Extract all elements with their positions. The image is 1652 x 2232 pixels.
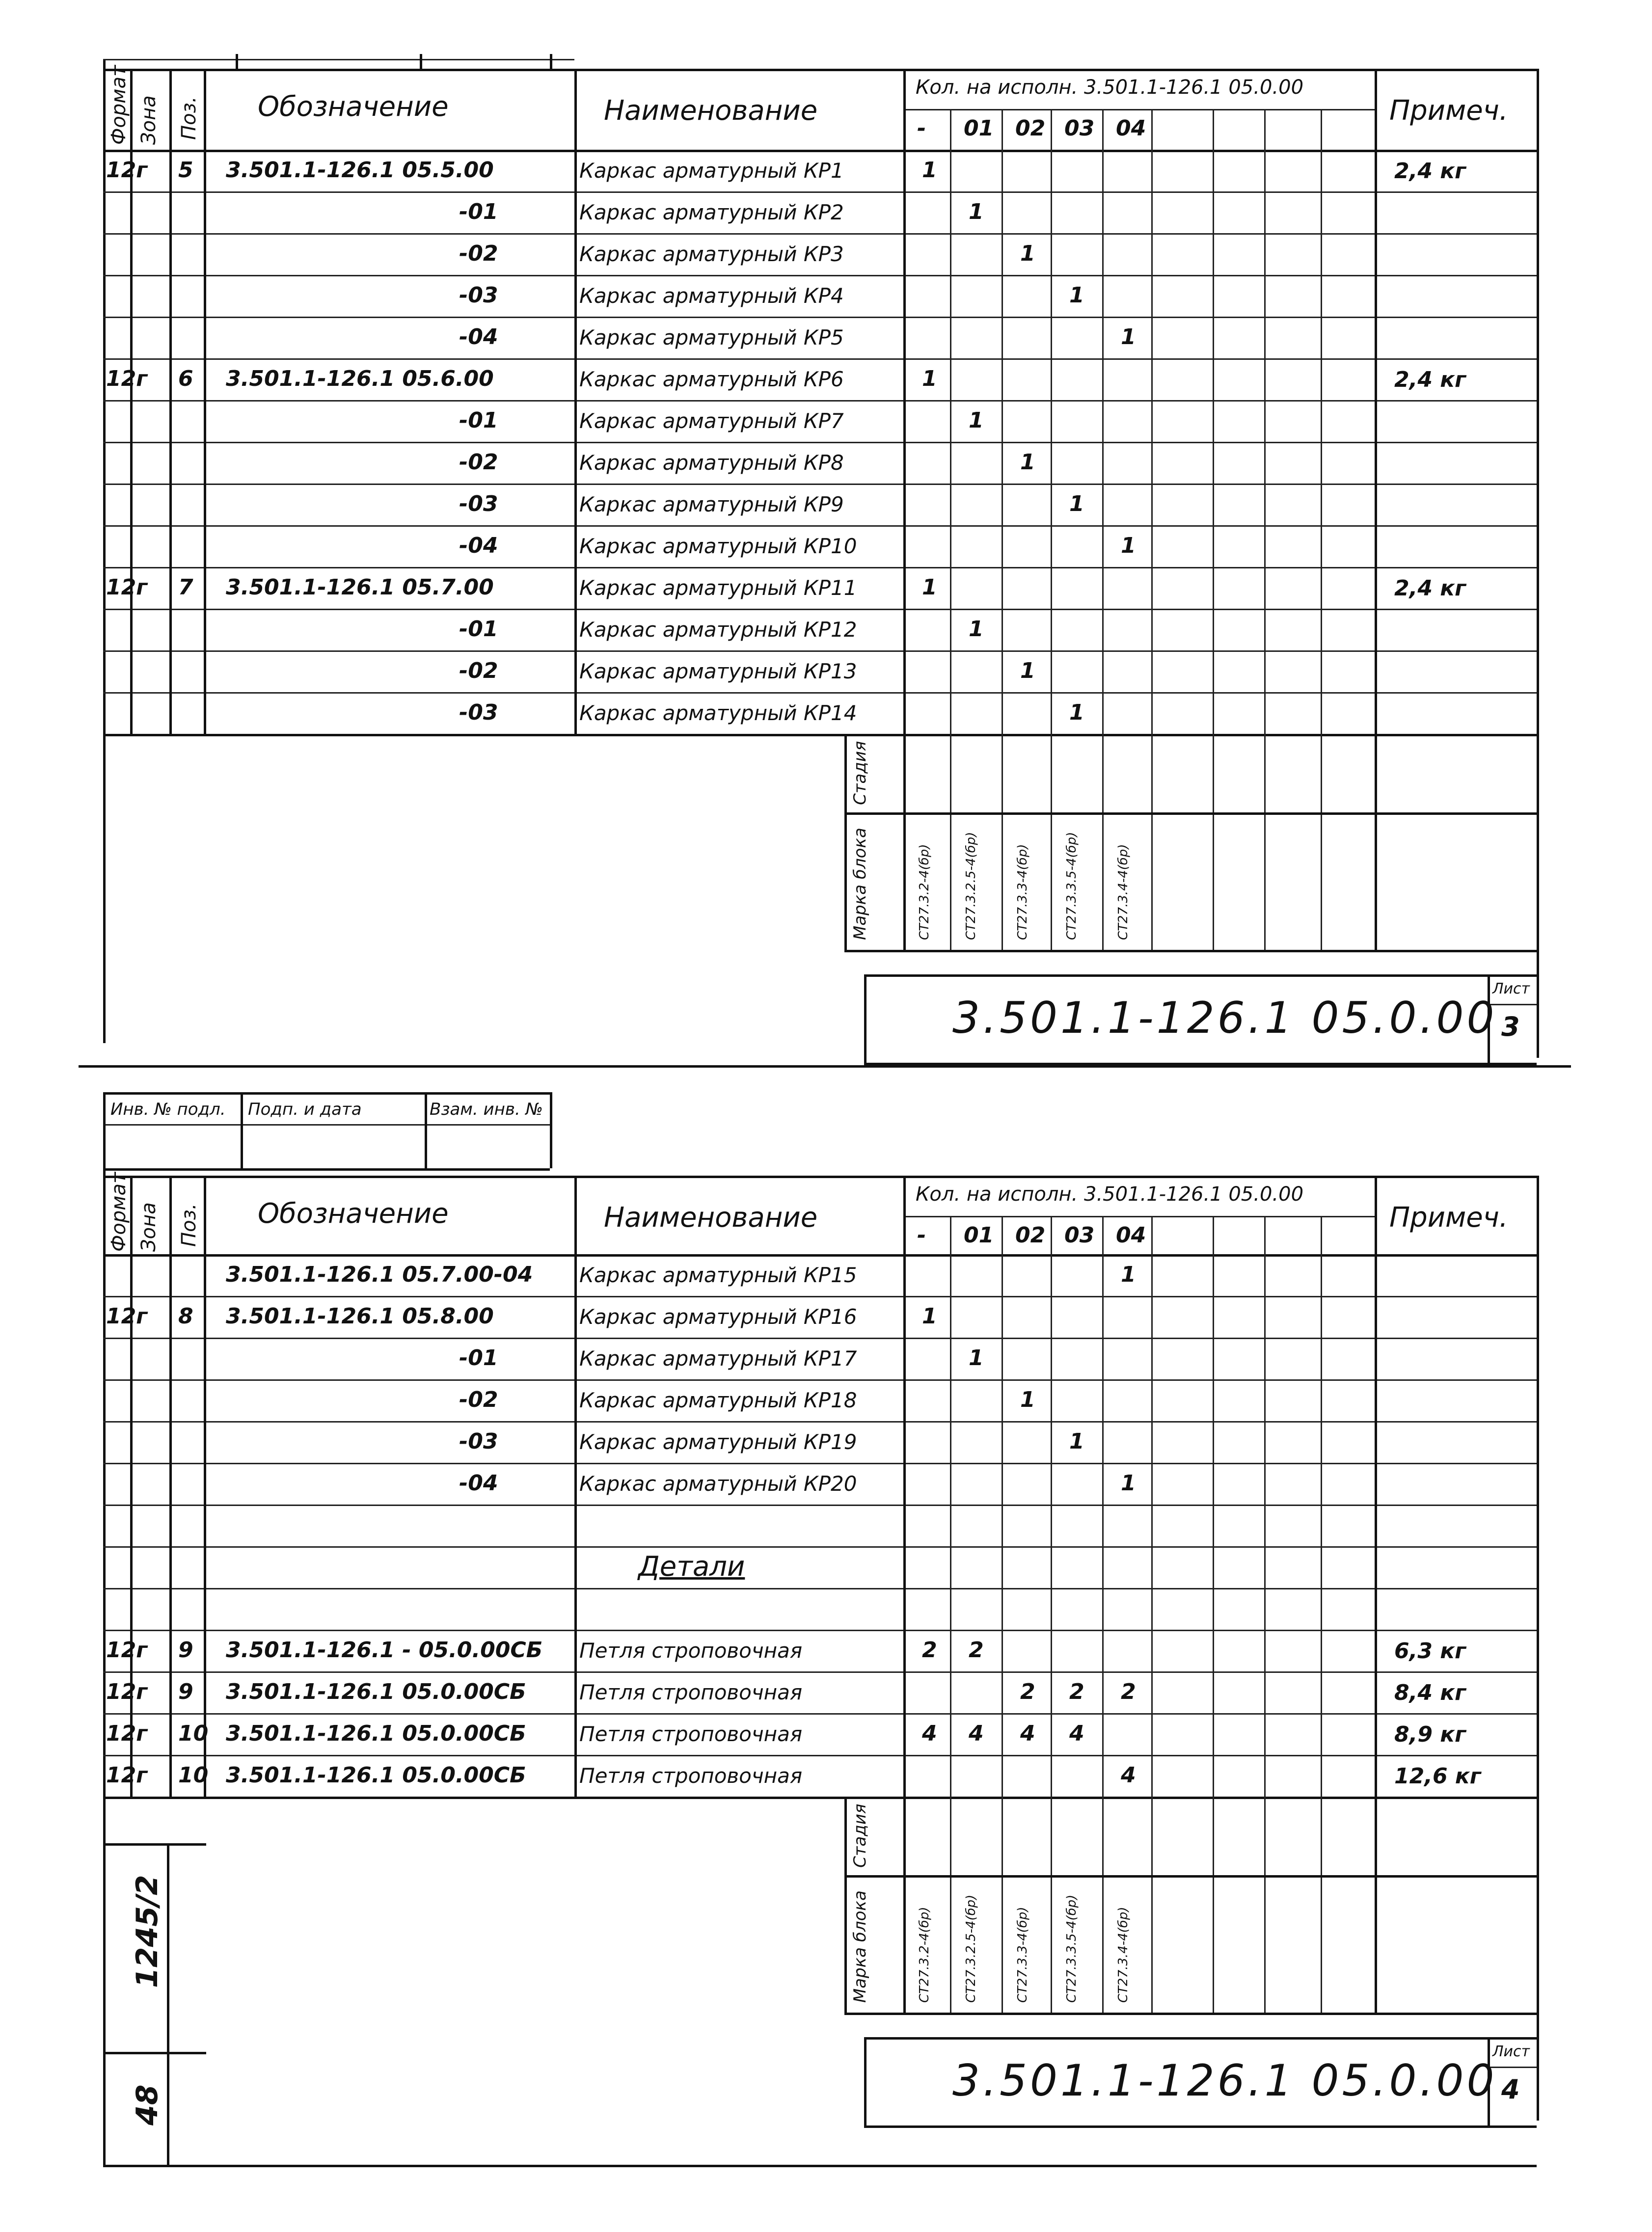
row-name: Каркас арматурный КР11 bbox=[579, 576, 857, 600]
section-title: Детали bbox=[638, 1551, 745, 1583]
block-mark-label: Марка блока bbox=[850, 828, 870, 940]
block-mark: СТ27.3.3-4(бр) bbox=[1015, 844, 1030, 940]
stamp-top bbox=[103, 1092, 550, 1095]
row-qty: 1 bbox=[1020, 241, 1035, 266]
qty-column-line bbox=[1151, 109, 1153, 950]
row-designation: -01 bbox=[459, 408, 498, 433]
title-block-top bbox=[864, 974, 1537, 977]
row-name: Каркас арматурный КР18 bbox=[579, 1388, 857, 1412]
row-position: 6 bbox=[178, 366, 193, 391]
table-top-border bbox=[103, 1176, 1537, 1178]
row-name: Петля строповочная bbox=[579, 1639, 803, 1663]
row-name: Каркас арматурный КР17 bbox=[579, 1346, 857, 1371]
row-designation: -04 bbox=[459, 533, 498, 558]
block-marks-bottom bbox=[844, 2013, 1537, 2015]
row-designation: -03 bbox=[459, 700, 498, 725]
column-line bbox=[169, 1176, 172, 1797]
row-designation: -02 bbox=[459, 450, 498, 475]
row-name: Каркас арматурный КР6 bbox=[579, 367, 844, 391]
row-format: 12г bbox=[106, 1679, 148, 1704]
qty-header-divider bbox=[903, 109, 1375, 110]
row-name: Петля строповочная bbox=[579, 1722, 803, 1746]
row-qty: 1 bbox=[1121, 533, 1136, 558]
stamp-mid bbox=[103, 1124, 550, 1126]
qty-column-line bbox=[1264, 109, 1266, 950]
qty-column-line bbox=[903, 1176, 906, 2013]
column-line bbox=[204, 1176, 206, 1797]
row-qty: 4 bbox=[922, 1721, 937, 1746]
stage-label: Стадия bbox=[850, 741, 870, 805]
qty-column-line bbox=[1002, 1216, 1003, 2013]
title-block-top bbox=[864, 2037, 1537, 2040]
row-note: 2,4 кг bbox=[1394, 367, 1466, 392]
block-mark-label: Марка блока bbox=[850, 1890, 870, 2003]
block-marks-bottom bbox=[844, 950, 1537, 952]
qty-column-line bbox=[903, 69, 906, 950]
row-name: Каркас арматурный КР12 bbox=[579, 618, 857, 642]
row-name: Каркас арматурный КР7 bbox=[579, 409, 844, 433]
table-top-border bbox=[103, 69, 1537, 71]
row-designation: -02 bbox=[459, 658, 498, 683]
top-tick bbox=[420, 54, 422, 69]
block-mark: СТ27.3.4-4(бр) bbox=[1116, 844, 1131, 940]
row-position: 5 bbox=[178, 158, 193, 183]
qty-column-line bbox=[1321, 1216, 1322, 2013]
header-variant: 03 bbox=[1064, 1223, 1095, 1248]
row-format: 12г bbox=[106, 1763, 148, 1788]
notes-column-line bbox=[1375, 1176, 1377, 2013]
header-variant: 04 bbox=[1116, 116, 1146, 141]
title-block-bottom bbox=[864, 2125, 1537, 2128]
row-designation: -03 bbox=[459, 1429, 498, 1454]
row-qty: 1 bbox=[1121, 1471, 1136, 1496]
side-stamp-top bbox=[103, 1843, 206, 1846]
row-designation: -04 bbox=[459, 1471, 498, 1496]
qty-column-line bbox=[950, 109, 951, 950]
row-name: Каркас арматурный КР13 bbox=[579, 659, 857, 683]
header-variant: - bbox=[917, 1223, 926, 1248]
stamp-sign-date: Подп. и дата bbox=[248, 1100, 362, 1119]
sheet-number: 3 bbox=[1501, 1011, 1520, 1042]
document-number: 3.501.1-126.1 05.0.00 bbox=[952, 2055, 1497, 2106]
stage-row-line bbox=[844, 812, 1537, 815]
side-page: 48 bbox=[130, 2084, 164, 2125]
row-qty: 1 bbox=[1020, 658, 1035, 683]
row-designation: -04 bbox=[459, 324, 498, 350]
right-border bbox=[1537, 69, 1539, 1058]
row-format: 12г bbox=[106, 366, 148, 391]
row-name: Каркас арматурный КР14 bbox=[579, 701, 857, 725]
header-pos: Поз. bbox=[178, 1203, 200, 1247]
header-variant: 02 bbox=[1015, 1223, 1046, 1248]
stamp-left-line bbox=[844, 1797, 847, 2013]
header-name: Наименование bbox=[604, 95, 818, 127]
qty-column-line bbox=[1213, 109, 1214, 950]
row-qty: 1 bbox=[1121, 1262, 1136, 1287]
row-qty: 1 bbox=[1069, 700, 1084, 725]
row-format: 12г bbox=[106, 1721, 148, 1746]
row-position: 10 bbox=[178, 1721, 209, 1746]
row-designation: 3.501.1-126.1 05.0.00СБ bbox=[226, 1763, 526, 1788]
row-qty: 1 bbox=[969, 617, 984, 642]
row-name: Каркас арматурный КР4 bbox=[579, 284, 844, 308]
qty-column-line bbox=[1051, 1216, 1052, 2013]
header-designation: Обозначение bbox=[258, 91, 449, 123]
header-variant: 01 bbox=[964, 1223, 994, 1248]
title-block-left bbox=[864, 2037, 867, 2125]
block-mark: СТ27.3.2.5-4(бр) bbox=[964, 832, 978, 940]
stamp-divider bbox=[103, 1092, 106, 1168]
column-line bbox=[574, 1176, 577, 1797]
stamp-bottom bbox=[103, 1168, 550, 1171]
row-designation: 3.501.1-126.1 05.5.00 bbox=[226, 158, 494, 183]
row-qty: 2 bbox=[1069, 1679, 1084, 1704]
row-qty: 1 bbox=[1121, 324, 1136, 350]
row-format: 12г bbox=[106, 1304, 148, 1329]
stamp-replace-inv: Взам. инв. № bbox=[430, 1100, 543, 1119]
row-name: Петля строповочная bbox=[579, 1764, 803, 1788]
top-ticks-line bbox=[103, 59, 574, 60]
row-position: 7 bbox=[178, 575, 193, 600]
row-designation: -01 bbox=[459, 199, 498, 224]
header-variant: 02 bbox=[1015, 116, 1046, 141]
row-name: Каркас арматурный КР19 bbox=[579, 1430, 857, 1454]
block-mark: СТ27.3.3.5-4(бр) bbox=[1064, 1894, 1079, 2003]
row-qty: 1 bbox=[922, 158, 937, 183]
row-note: 8,4 кг bbox=[1394, 1680, 1466, 1705]
row-designation: 3.501.1-126.1 05.7.00 bbox=[226, 575, 494, 600]
row-name: Каркас арматурный КР10 bbox=[579, 534, 857, 558]
row-qty: 2 bbox=[922, 1638, 937, 1663]
row-position: 8 bbox=[178, 1304, 193, 1329]
top-tick bbox=[236, 54, 238, 69]
row-note: 2,4 кг bbox=[1394, 159, 1466, 184]
row-note: 8,9 кг bbox=[1394, 1722, 1466, 1747]
row-qty: 1 bbox=[969, 1345, 984, 1371]
header-notes: Примеч. bbox=[1389, 1202, 1508, 1234]
row-note: 6,3 кг bbox=[1394, 1639, 1466, 1664]
row-name: Каркас арматурный КР16 bbox=[579, 1305, 857, 1329]
row-qty: 1 bbox=[969, 408, 984, 433]
row-name: Каркас арматурный КР8 bbox=[579, 451, 844, 475]
row-designation: -03 bbox=[459, 283, 498, 308]
row-qty: 1 bbox=[922, 1304, 937, 1329]
row-designation: 3.501.1-126.1 05.7.00-04 bbox=[226, 1262, 533, 1287]
row-designation: -03 bbox=[459, 491, 498, 516]
header-variant: 03 bbox=[1064, 116, 1095, 141]
row-qty: 1 bbox=[1069, 491, 1084, 516]
row-qty: 1 bbox=[969, 199, 984, 224]
notes-column-line bbox=[1375, 69, 1377, 950]
block-mark: СТ27.3.2-4(бр) bbox=[917, 844, 932, 940]
stamp-divider bbox=[241, 1092, 243, 1168]
row-qty: 1 bbox=[922, 575, 937, 600]
row-name: Каркас арматурный КР5 bbox=[579, 325, 844, 350]
row-name: Каркас арматурный КР1 bbox=[579, 159, 844, 183]
row-qty: 2 bbox=[1020, 1679, 1035, 1704]
sheet-number: 4 bbox=[1501, 2074, 1520, 2105]
row-designation: 3.501.1-126.1 05.0.00СБ bbox=[226, 1721, 526, 1746]
row-designation: -01 bbox=[459, 1345, 498, 1371]
qty-column-line bbox=[1102, 109, 1104, 950]
side-stamp-divider bbox=[167, 1843, 169, 2165]
qty-column-line bbox=[1102, 1216, 1104, 2013]
column-line bbox=[204, 69, 206, 734]
row-qty: 1 bbox=[1069, 1429, 1084, 1454]
header-qty: Кол. на исполн. 3.501.1-126.1 05.0.00 bbox=[916, 76, 1304, 99]
stamp-divider bbox=[425, 1092, 427, 1168]
row-designation: 3.501.1-126.1 - 05.0.00СБ bbox=[226, 1638, 543, 1663]
row-qty: 2 bbox=[969, 1638, 984, 1663]
row-designation: -02 bbox=[459, 1387, 498, 1412]
block-mark: СТ27.3.2-4(бр) bbox=[917, 1907, 932, 2003]
header-variant: 01 bbox=[964, 116, 994, 141]
row-qty: 1 bbox=[922, 366, 937, 391]
row-name: Каркас арматурный КР15 bbox=[579, 1263, 857, 1287]
row-name: Петля строповочная bbox=[579, 1680, 803, 1704]
row-qty: 1 bbox=[1020, 450, 1035, 475]
column-line bbox=[169, 69, 172, 734]
row-format: 12г bbox=[106, 158, 148, 183]
row-qty: 1 bbox=[1069, 283, 1084, 308]
stamp-divider bbox=[550, 1092, 552, 1168]
sheet-divider bbox=[79, 1065, 1571, 1068]
header-pos: Поз. bbox=[178, 96, 200, 140]
qty-column-line bbox=[1002, 109, 1003, 950]
header-format: Формат bbox=[108, 1172, 130, 1252]
row-note: 2,4 кг bbox=[1394, 576, 1466, 601]
row-position: 9 bbox=[178, 1638, 193, 1663]
row-name: Каркас арматурный КР20 bbox=[579, 1472, 857, 1496]
header-format: Формат bbox=[108, 65, 130, 145]
header-name: Наименование bbox=[604, 1202, 818, 1234]
header-variant: - bbox=[917, 116, 926, 141]
sheet-label: Лист bbox=[1492, 980, 1530, 997]
row-qty: 4 bbox=[1121, 1763, 1136, 1788]
stamp-inv-no: Инв. № подл. bbox=[110, 1100, 226, 1119]
qty-column-line bbox=[1213, 1216, 1214, 2013]
stage-row-line bbox=[844, 1875, 1537, 1878]
row-designation: 3.501.1-126.1 05.0.00СБ bbox=[226, 1679, 526, 1704]
qty-column-line bbox=[1051, 109, 1052, 950]
side-stamp-line bbox=[103, 2052, 206, 2054]
document-number: 3.501.1-126.1 05.0.00 bbox=[952, 993, 1497, 1043]
column-line bbox=[574, 69, 577, 734]
left-border bbox=[103, 1168, 106, 2165]
row-designation: -01 bbox=[459, 617, 498, 642]
stage-label: Стадия bbox=[850, 1803, 870, 1868]
header-notes: Примеч. bbox=[1389, 95, 1508, 127]
header-zone: Зона bbox=[137, 95, 160, 145]
row-qty: 1 bbox=[1020, 1387, 1035, 1412]
block-mark: СТ27.3.3-4(бр) bbox=[1015, 1907, 1030, 2003]
header-zone: Зона bbox=[137, 1202, 160, 1252]
header-designation: Обозначение bbox=[258, 1198, 449, 1230]
qty-column-line bbox=[950, 1216, 951, 2013]
row-position: 10 bbox=[178, 1763, 209, 1788]
block-mark: СТ27.3.4-4(бр) bbox=[1116, 1907, 1131, 2003]
row-name: Каркас арматурный КР2 bbox=[579, 200, 844, 224]
row-qty: 4 bbox=[1020, 1721, 1035, 1746]
block-mark: СТ27.3.2.5-4(бр) bbox=[964, 1894, 978, 2003]
row-designation: 3.501.1-126.1 05.8.00 bbox=[226, 1304, 494, 1329]
block-mark: СТ27.3.3.5-4(бр) bbox=[1064, 832, 1079, 940]
row-name: Каркас арматурный КР9 bbox=[579, 492, 844, 516]
title-block-left bbox=[864, 974, 867, 1063]
right-border bbox=[1537, 1176, 1539, 2121]
row-designation: -02 bbox=[459, 241, 498, 266]
left-border bbox=[103, 59, 106, 1043]
row-qty: 2 bbox=[1121, 1679, 1136, 1704]
row-format: 12г bbox=[106, 1638, 148, 1663]
header-variant: 04 bbox=[1116, 1223, 1146, 1248]
bottom-border bbox=[103, 2165, 1537, 2167]
stamp-left-line bbox=[844, 734, 847, 950]
row-note: 12,6 кг bbox=[1394, 1764, 1481, 1789]
qty-header-divider bbox=[903, 1216, 1375, 1217]
top-tick bbox=[550, 54, 552, 69]
qty-column-line bbox=[1321, 109, 1322, 950]
qty-column-line bbox=[1151, 1216, 1153, 2013]
row-designation: 3.501.1-126.1 05.6.00 bbox=[226, 366, 494, 391]
sheet-label: Лист bbox=[1492, 2043, 1530, 2060]
row-position: 9 bbox=[178, 1679, 193, 1704]
row-qty: 4 bbox=[1069, 1721, 1084, 1746]
header-qty: Кол. на исполн. 3.501.1-126.1 05.0.00 bbox=[916, 1183, 1304, 1206]
side-number: 1245/2 bbox=[130, 1875, 164, 1988]
row-qty: 4 bbox=[969, 1721, 984, 1746]
row-name: Каркас арматурный КР3 bbox=[579, 242, 844, 266]
qty-column-line bbox=[1264, 1216, 1266, 2013]
row-format: 12г bbox=[106, 575, 148, 600]
